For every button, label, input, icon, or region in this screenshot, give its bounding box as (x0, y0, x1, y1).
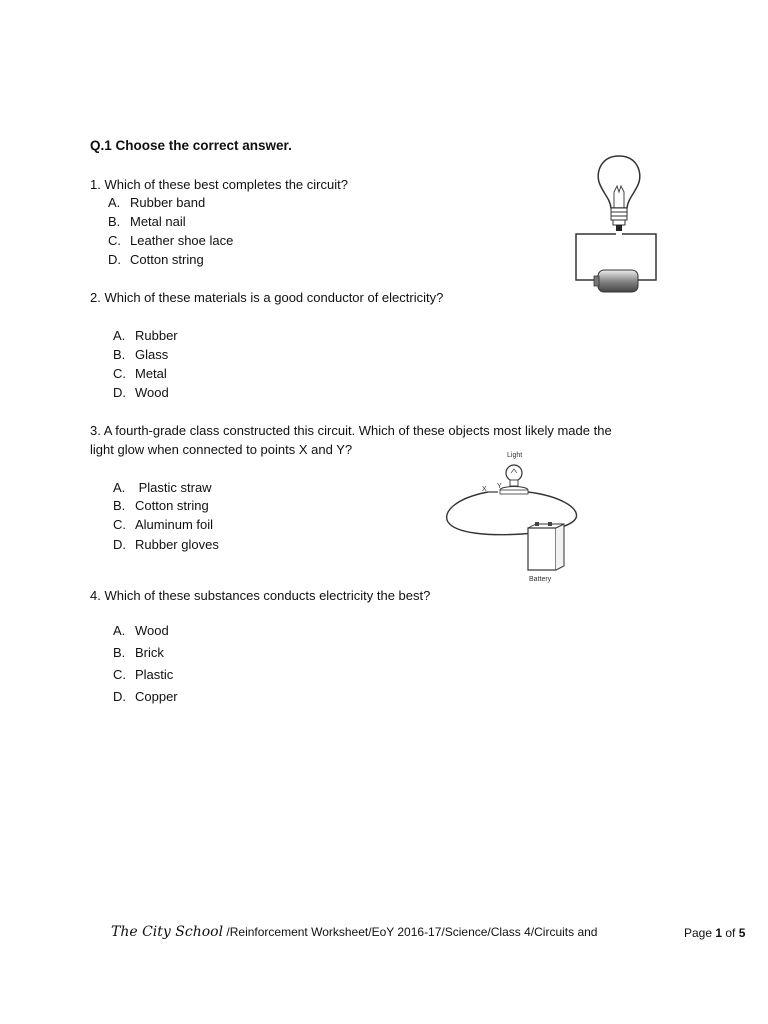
light-label: Light (507, 452, 523, 459)
question-3-text-line-1: 3. A fourth-grade class constructed this circuit. Which of these objects most likely made the (90, 423, 612, 438)
question-2-option-b: B. Glass (113, 347, 169, 362)
question-3-text-line-2: light glow when connected to points X and Y? (90, 442, 353, 457)
footer-path: /Reinforcement Worksheet/EoY 2016-17/Science/Class 4/Circuits and (223, 925, 598, 939)
battery-label: Battery (529, 576, 552, 583)
question-4-option-a: A. Wood (113, 623, 169, 638)
section-heading: Q.1 Choose the correct answer. (90, 138, 292, 153)
question-4-option-b: B. Brick (113, 645, 164, 660)
question-3-option-b: B. Cotton string (113, 498, 209, 513)
footer-text (111, 924, 597, 940)
point-x-label: X (482, 486, 487, 493)
question-3-option-d: D. Rubber gloves (113, 537, 219, 552)
page-number: Page 1 of 5 (684, 926, 746, 940)
question-3-option-c: C. Aluminum foil (113, 517, 214, 532)
question-4-option-d: D. Copper (113, 689, 178, 704)
question-1-option-d: D. Cotton string (108, 252, 204, 267)
point-y-label: Y (497, 483, 502, 490)
question-2-text: 2. Which of these materials is a good conductor of electricity? (90, 290, 444, 305)
question-2-option-c: C. Metal (113, 366, 167, 381)
question-1-option-b: B. Metal nail (108, 214, 186, 229)
footer-school-name: The City School (111, 924, 224, 940)
question-1-text: 1. Which of these best completes the circuit? (90, 177, 348, 192)
circuit-bulb-diagram (570, 152, 665, 296)
question-1-option-c: C. Leather shoe lace (108, 233, 234, 248)
question-3-option-a: A. Plastic straw (113, 480, 212, 495)
question-4-text: 4. Which of these substances conducts electricity the best? (90, 588, 431, 603)
question-2-option-d: D. Wood (113, 385, 169, 400)
question-2-option-a: A. Rubber (113, 328, 178, 343)
question-1-option-a: A. Rubber band (108, 195, 206, 210)
question-4-option-c: C. Plastic (113, 667, 174, 682)
circuit-loop-diagram (440, 446, 590, 588)
